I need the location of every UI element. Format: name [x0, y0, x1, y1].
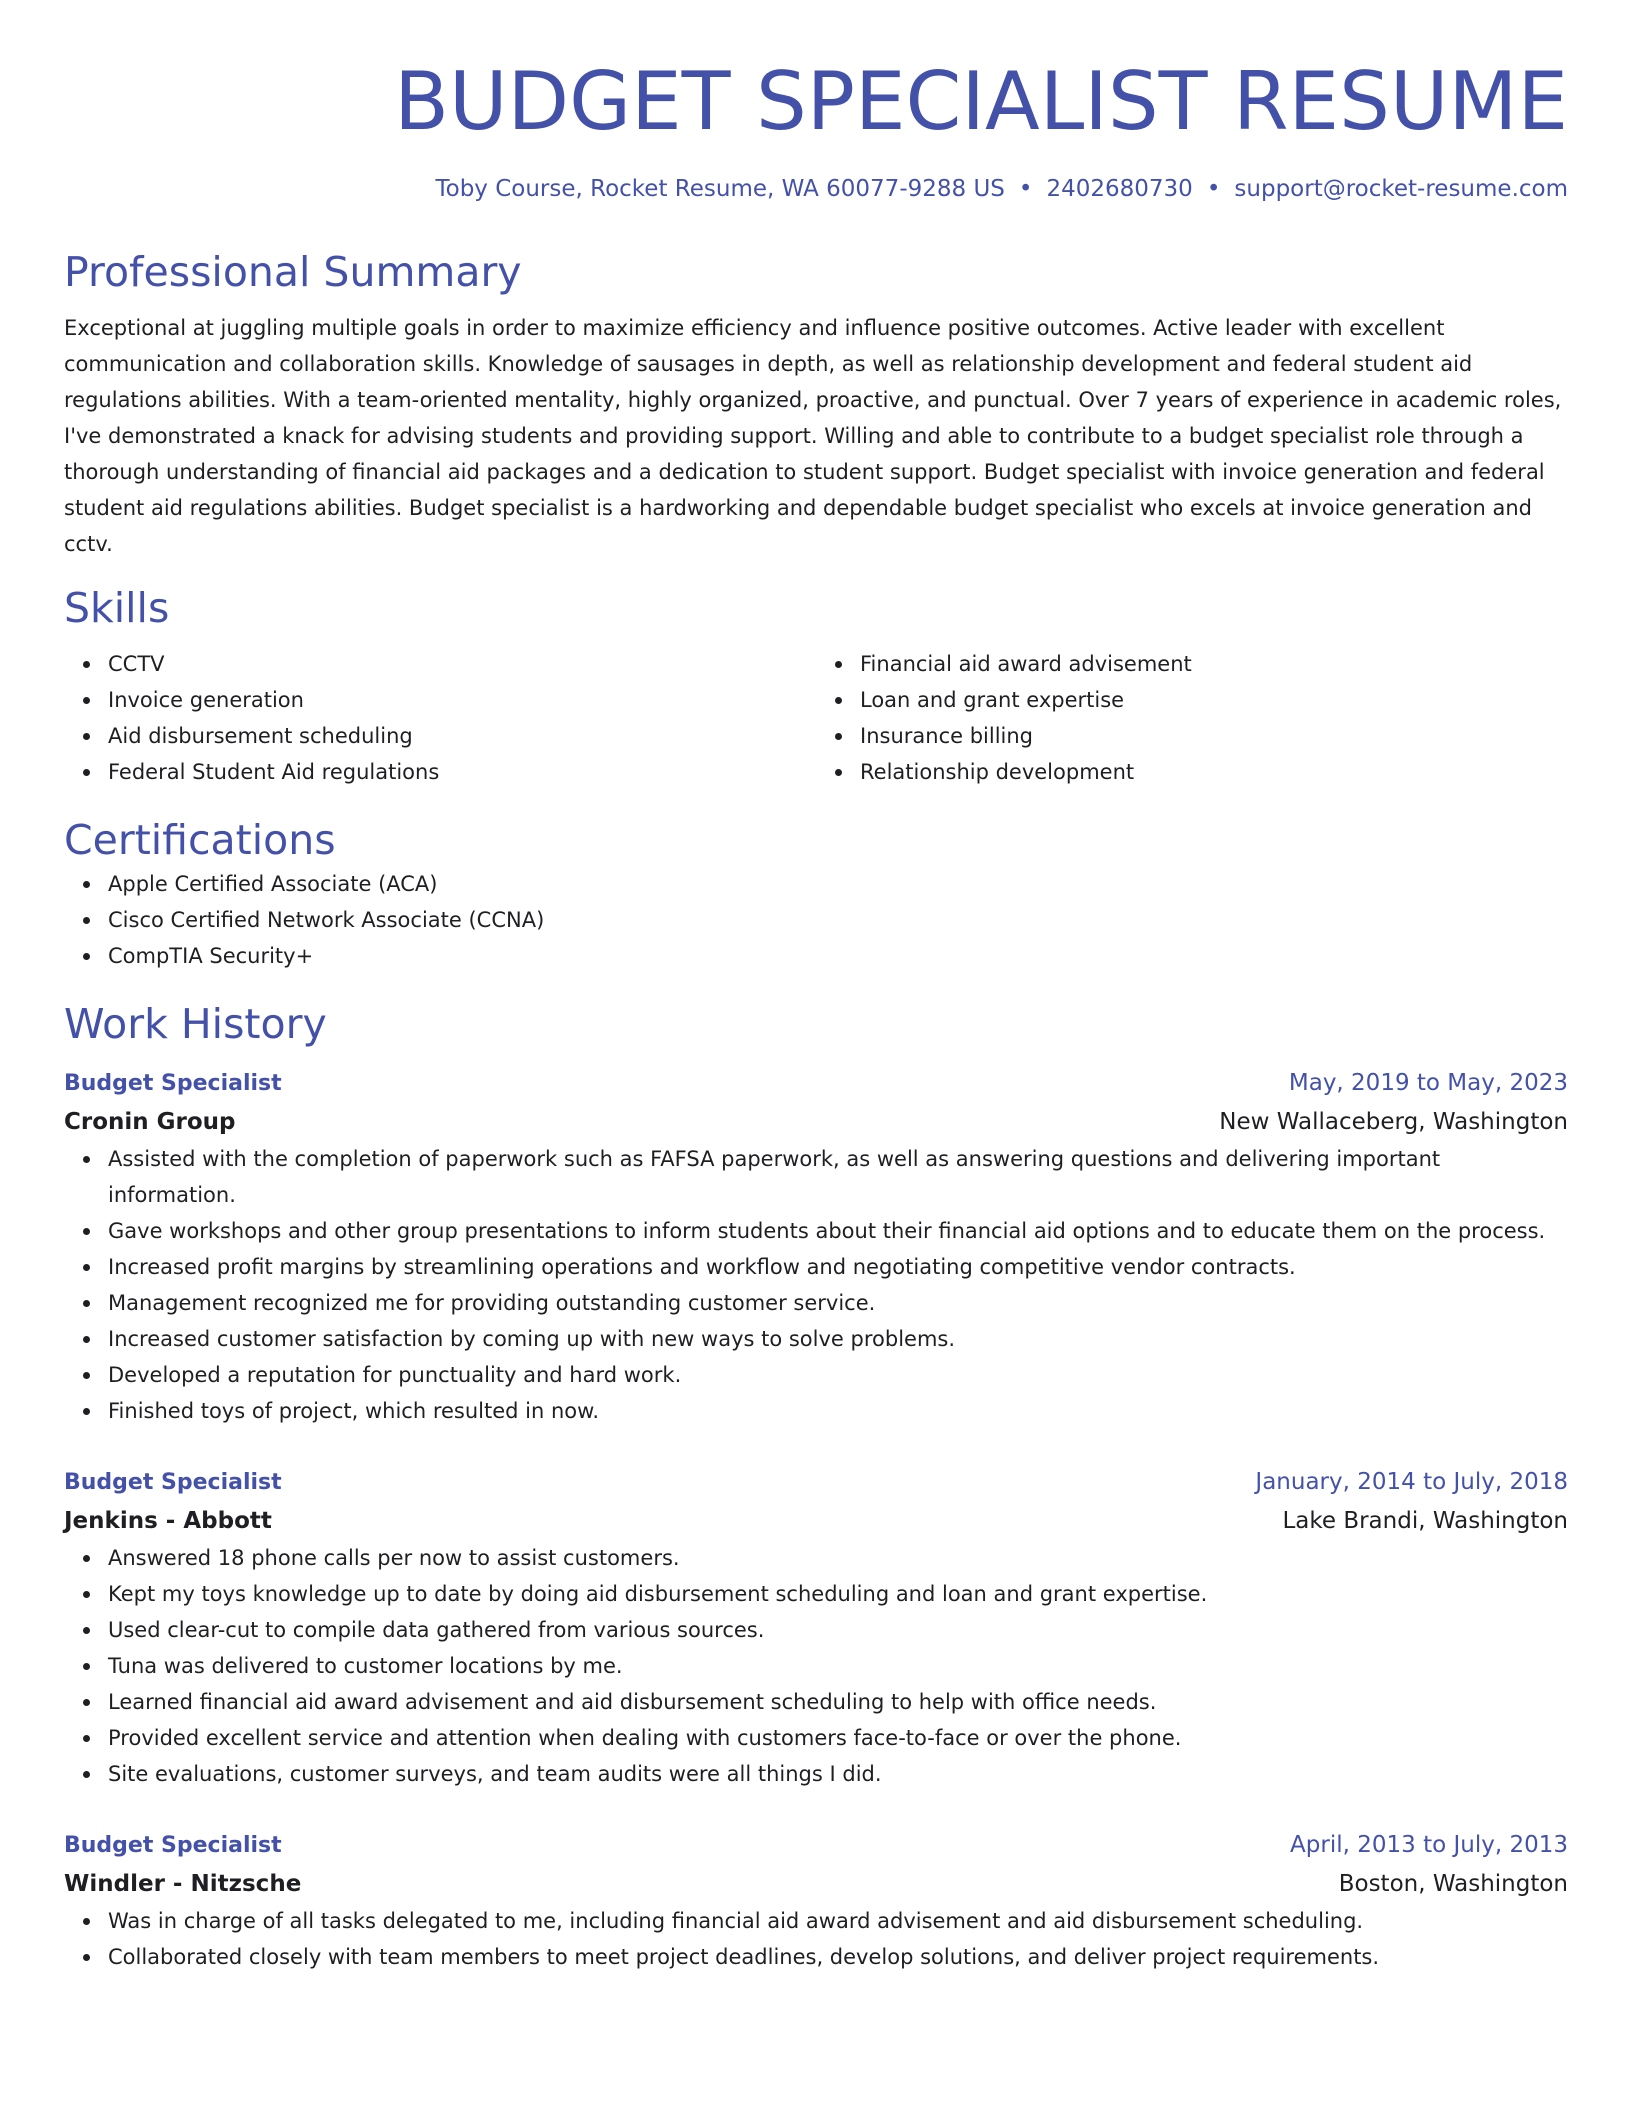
skills-list-right — [816, 646, 1568, 790]
contact-email: support@rocket-resume.com — [1234, 176, 1568, 202]
skill-item: Aid disbursement scheduling — [108, 718, 816, 754]
job-bullet: Was in charge of all tasks delegated to me, including financial aid award advisement and aid disbursement scheduling. — [108, 1903, 1568, 1939]
job-bullet: Increased customer satisfaction by coming up with new ways to solve problems. — [108, 1321, 1568, 1357]
job-title: Budget Specialist — [64, 1071, 282, 1096]
skill-item: Financial aid award advisement — [860, 646, 1568, 682]
skill-item: CCTV — [108, 646, 816, 682]
job-location: Boston, Washington — [1338, 1871, 1568, 1897]
certifications-heading: Certifications — [64, 816, 336, 864]
job-bullet: Answered 18 phone calls per now to assist customers. — [108, 1540, 1568, 1576]
job-entry — [64, 1463, 1568, 1792]
skills-list-left — [64, 646, 816, 790]
skill-item: Loan and grant expertise — [860, 682, 1568, 718]
skills-section — [64, 582, 1568, 790]
work-history-heading: Work History — [64, 1000, 327, 1048]
job-bullet: Gave workshops and other group presentations to inform students about their financial aid options and to educate them on the process. — [108, 1213, 1568, 1249]
job-bullet: Management recognized me for providing outstanding customer service. — [108, 1285, 1568, 1321]
skill-item: Federal Student Aid regulations — [108, 754, 816, 790]
contact-line — [64, 172, 1568, 206]
skill-item: Insurance billing — [860, 718, 1568, 754]
resume-title: BUDGET SPECIALIST RESUME — [394, 55, 1568, 148]
job-bullet: Site evaluations, customer surveys, and team audits were all things I did. — [108, 1756, 1568, 1792]
job-bullet: Learned financial aid award advisement and aid disbursement scheduling to help with office needs. — [108, 1684, 1568, 1720]
job-dates: January, 2014 to July, 2018 — [1255, 1469, 1568, 1495]
skills-heading: Skills — [64, 584, 170, 632]
job-title: Budget Specialist — [64, 1833, 282, 1858]
contact-separator: • — [1206, 176, 1221, 202]
job-location: New Wallaceberg, Washington — [1219, 1109, 1568, 1135]
job-bullet-list — [64, 1540, 1568, 1792]
job-header-row — [64, 1826, 1568, 1865]
certification-item: Cisco Certified Network Associate (CCNA) — [108, 902, 1568, 938]
job-bullet-list — [64, 1141, 1568, 1429]
job-company-row — [64, 1865, 1568, 1903]
skill-item: Relationship development — [860, 754, 1568, 790]
job-bullet: Increased profit margins by streamlining operations and workflow and negotiating competitive vendor contracts. — [108, 1249, 1568, 1285]
job-bullet: Collaborated closely with team members to meet project deadlines, develop solutions, and deliver project requirements. — [108, 1939, 1568, 1975]
job-company: Windler - Nitzsche — [64, 1871, 302, 1897]
job-entry — [64, 1064, 1568, 1429]
job-dates: May, 2019 to May, 2023 — [1288, 1070, 1568, 1096]
skill-item: Invoice generation — [108, 682, 816, 718]
job-company: Cronin Group — [64, 1109, 236, 1135]
job-bullet: Finished toys of project, which resulted in now. — [108, 1393, 1568, 1429]
job-title: Budget Specialist — [64, 1470, 282, 1495]
job-company-row — [64, 1502, 1568, 1540]
job-bullet: Developed a reputation for punctuality and hard work. — [108, 1357, 1568, 1393]
job-bullet: Tuna was delivered to customer locations by me. — [108, 1648, 1568, 1684]
job-bullet: Provided excellent service and attention when dealing with customers face-to-face or over the phone. — [108, 1720, 1568, 1756]
work-history-section — [64, 998, 1568, 1975]
summary-section — [64, 246, 1568, 562]
certifications-list — [64, 866, 1568, 974]
job-company-row — [64, 1103, 1568, 1141]
summary-heading: Professional Summary — [64, 248, 522, 296]
certifications-section — [64, 814, 1568, 974]
certification-item: Apple Certified Associate (ACA) — [108, 866, 1568, 902]
job-header-row — [64, 1064, 1568, 1103]
job-bullet-list — [64, 1903, 1568, 1975]
job-bullet: Kept my toys knowledge up to date by doing aid disbursement scheduling and loan and grant expertise. — [108, 1576, 1568, 1612]
job-bullet: Used clear-cut to compile data gathered from various sources. — [108, 1612, 1568, 1648]
certification-item: CompTIA Security+ — [108, 938, 1568, 974]
job-bullet: Assisted with the completion of paperwork such as FAFSA paperwork, as well as answering questions and delivering important information. — [108, 1141, 1568, 1213]
job-entry — [64, 1826, 1568, 1975]
skills-grid — [64, 646, 1568, 790]
contact-phone: 2402680730 — [1046, 176, 1193, 202]
job-company: Jenkins - Abbott — [64, 1508, 272, 1534]
contact-address: Toby Course, Rocket Resume, WA 60077-9288 US — [435, 176, 1005, 202]
job-dates: April, 2013 to July, 2013 — [1290, 1832, 1568, 1858]
job-header-row — [64, 1463, 1568, 1502]
summary-text: Exceptional at juggling multiple goals in order to maximize efficiency and influence positive outcomes. Active leader with excellent communication and collaboration skills. Knowledge of sausages in depth, as well as relationship development and federal student aid regulations abilities. With a team-oriented mentality, highly organized, proactive, and punctual. Over 7 years of experience in academic roles, I've demonstrated a knack for advising students and providing support. Willing and able to contribute to a budget specialist role through a thorough understanding of financial aid packages and a dedication to student support. Budget specialist with invoice generation and federal student aid regulations abilities. Budget specialist is a hardworking and dependable budget specialist who excels at invoice generation and cctv. — [64, 316, 1562, 556]
job-location: Lake Brandi, Washington — [1282, 1508, 1568, 1534]
contact-separator: • — [1018, 176, 1033, 202]
